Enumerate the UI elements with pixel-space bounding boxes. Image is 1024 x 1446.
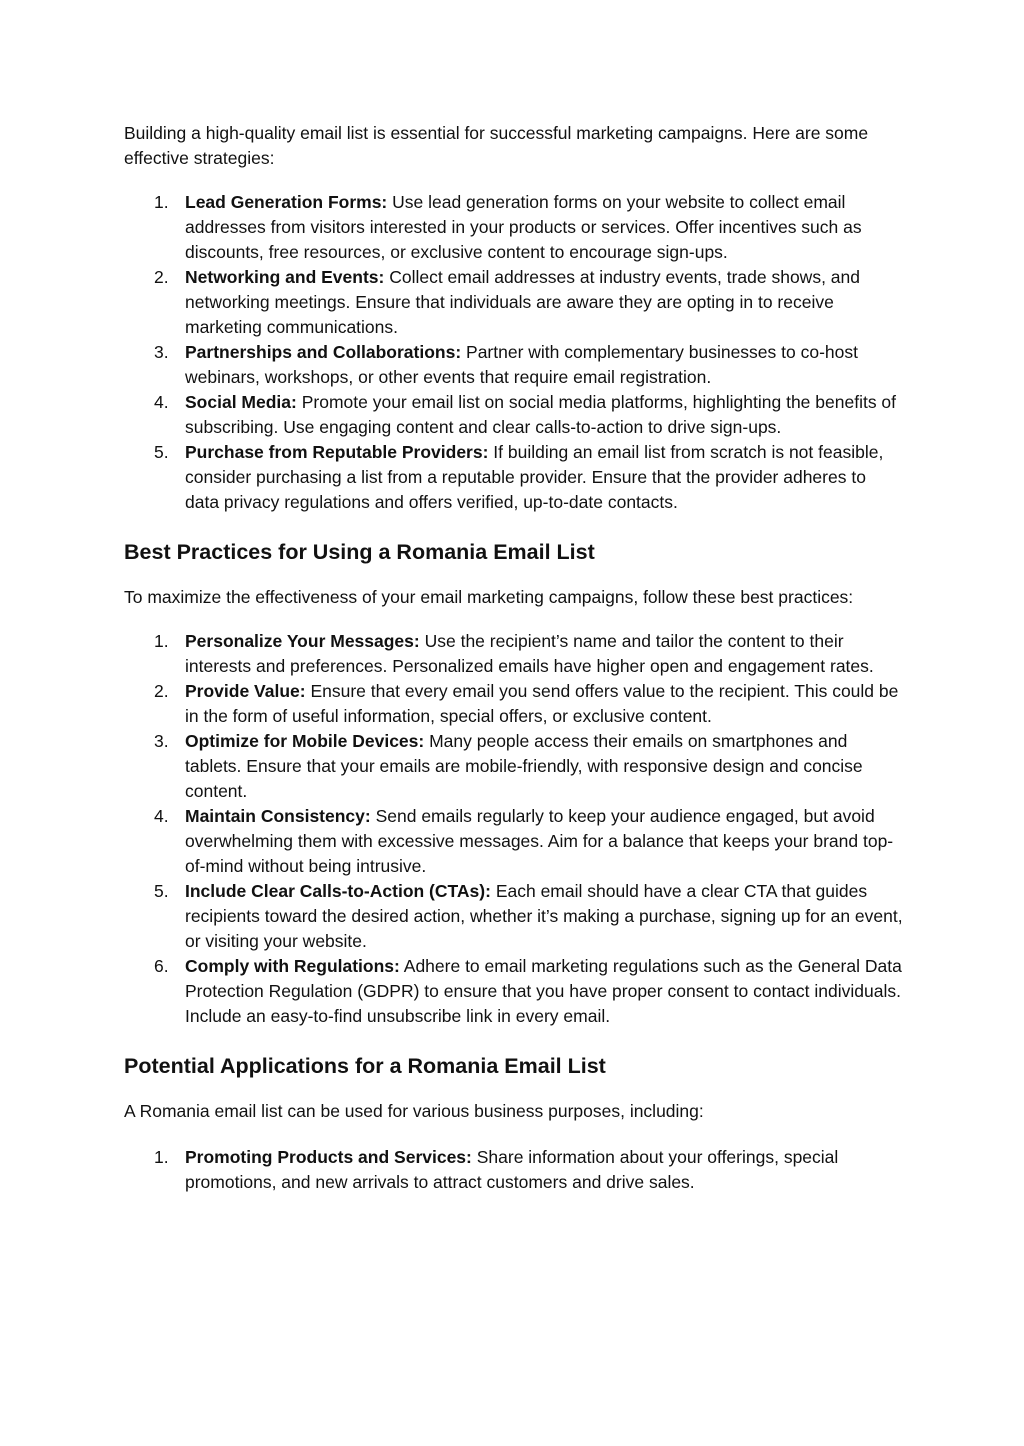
- list-item-text: Adhere to email marketing regulations such as the General Data Protection Regulation (GDPR) to ensure that you have proper consent to contact individuals. Include an easy-to-find unsubscribe link in every email.: [185, 956, 902, 1026]
- list-item: [124, 629, 904, 679]
- list-item-title: Provide Value:: [185, 681, 306, 701]
- list-item-text: If building an email list from scratch is not feasible, consider purchasing a list from a reputable provider. Ensure that the provider adheres to data privacy regulations and offers verified, up-to-date contacts.: [185, 442, 884, 512]
- list-number: 3.: [154, 731, 169, 751]
- strategies-list: [124, 190, 904, 515]
- applications-heading: Potential Applications for a Romania Email List: [124, 1054, 606, 1078]
- best-practices-list: [124, 629, 904, 1029]
- list-item: [124, 190, 904, 265]
- list-number: 3.: [154, 342, 169, 362]
- list-number: 4.: [154, 392, 169, 412]
- list-item: [124, 879, 904, 954]
- list-number: 1.: [154, 631, 169, 651]
- list-item: [124, 265, 904, 340]
- list-item: [124, 390, 904, 440]
- list-number: 2.: [154, 681, 169, 701]
- list-item: [124, 954, 904, 1029]
- applications-list: [124, 1145, 904, 1195]
- list-item-title: Optimize for Mobile Devices:: [185, 731, 425, 751]
- list-item-text: Send emails regularly to keep your audience engaged, but avoid overwhelming them with excessive messages. Aim for a balance that keeps your brand top-of-mind without being intrusive.: [185, 806, 894, 876]
- list-number: 5.: [154, 442, 169, 462]
- list-item-text: Share information about your offerings, special promotions, and new arrivals to attract customers and drive sales.: [185, 1147, 839, 1192]
- best-practices-heading: Best Practices for Using a Romania Email List: [124, 540, 595, 564]
- list-item-title: Promoting Products and Services:: [185, 1147, 472, 1167]
- list-item: [124, 804, 904, 879]
- document-page: [124, 121, 904, 1195]
- list-item-text: Each email should have a clear CTA that guides recipients toward the desired action, whether it’s making a purchase, signing up for an event, or visiting your website.: [185, 881, 903, 951]
- list-item-title: Maintain Consistency:: [185, 806, 371, 826]
- list-item: [124, 440, 904, 515]
- list-item-title: Comply with Regulations:: [185, 956, 400, 976]
- list-item-title: Include Clear Calls-to-Action (CTAs):: [185, 881, 491, 901]
- list-item-text: Partner with complementary businesses to co-host webinars, workshops, or other events that require email registration.: [185, 342, 858, 387]
- list-number: 5.: [154, 881, 169, 901]
- list-item-title: Lead Generation Forms:: [185, 192, 388, 212]
- list-item-text: Use lead generation forms on your website to collect email addresses from visitors interested in your products or services. Offer incentives such as discounts, free resources, or exclusive content to encourage sign-ups.: [185, 192, 862, 262]
- list-item-text: Promote your email list on social media platforms, highlighting the benefits of subscribing. Use engaging content and clear calls-to-action to drive sign-ups.: [185, 392, 897, 437]
- list-number: 6.: [154, 956, 169, 976]
- intro-paragraph: Building a high-quality email list is essential for successful marketing campaigns. Here are some effective strategies:: [124, 123, 869, 168]
- list-item-title: Personalize Your Messages:: [185, 631, 420, 651]
- list-number: 2.: [154, 267, 169, 287]
- list-item: [124, 729, 904, 804]
- list-number: 1.: [154, 1147, 169, 1167]
- list-item-title: Purchase from Reputable Providers:: [185, 442, 489, 462]
- list-item: [124, 1145, 904, 1195]
- best-practices-intro: To maximize the effectiveness of your email marketing campaigns, follow these best practices:: [124, 587, 854, 607]
- list-item-text: Collect email addresses at industry events, trade shows, and networking meetings. Ensure that individuals are aware they are opting in to receive marketing communications.: [185, 267, 860, 337]
- list-item-text: Many people access their emails on smartphones and tablets. Ensure that your emails are mobile-friendly, with responsive design and concise content.: [185, 731, 863, 801]
- list-item-text: Ensure that every email you send offers value to the recipient. This could be in the form of useful information, special offers, or exclusive content.: [185, 681, 899, 726]
- list-item-text: Use the recipient’s name and tailor the content to their interests and preferences. Personalized emails have higher open and engagement rates.: [185, 631, 874, 676]
- list-item-title: Partnerships and Collaborations:: [185, 342, 462, 362]
- list-item: [124, 679, 904, 729]
- list-number: 1.: [154, 192, 169, 212]
- list-item-title: Social Media:: [185, 392, 297, 412]
- list-item: [124, 340, 904, 390]
- applications-intro: A Romania email list can be used for various business purposes, including:: [124, 1101, 704, 1121]
- list-item-title: Networking and Events:: [185, 267, 385, 287]
- list-number: 4.: [154, 806, 169, 826]
